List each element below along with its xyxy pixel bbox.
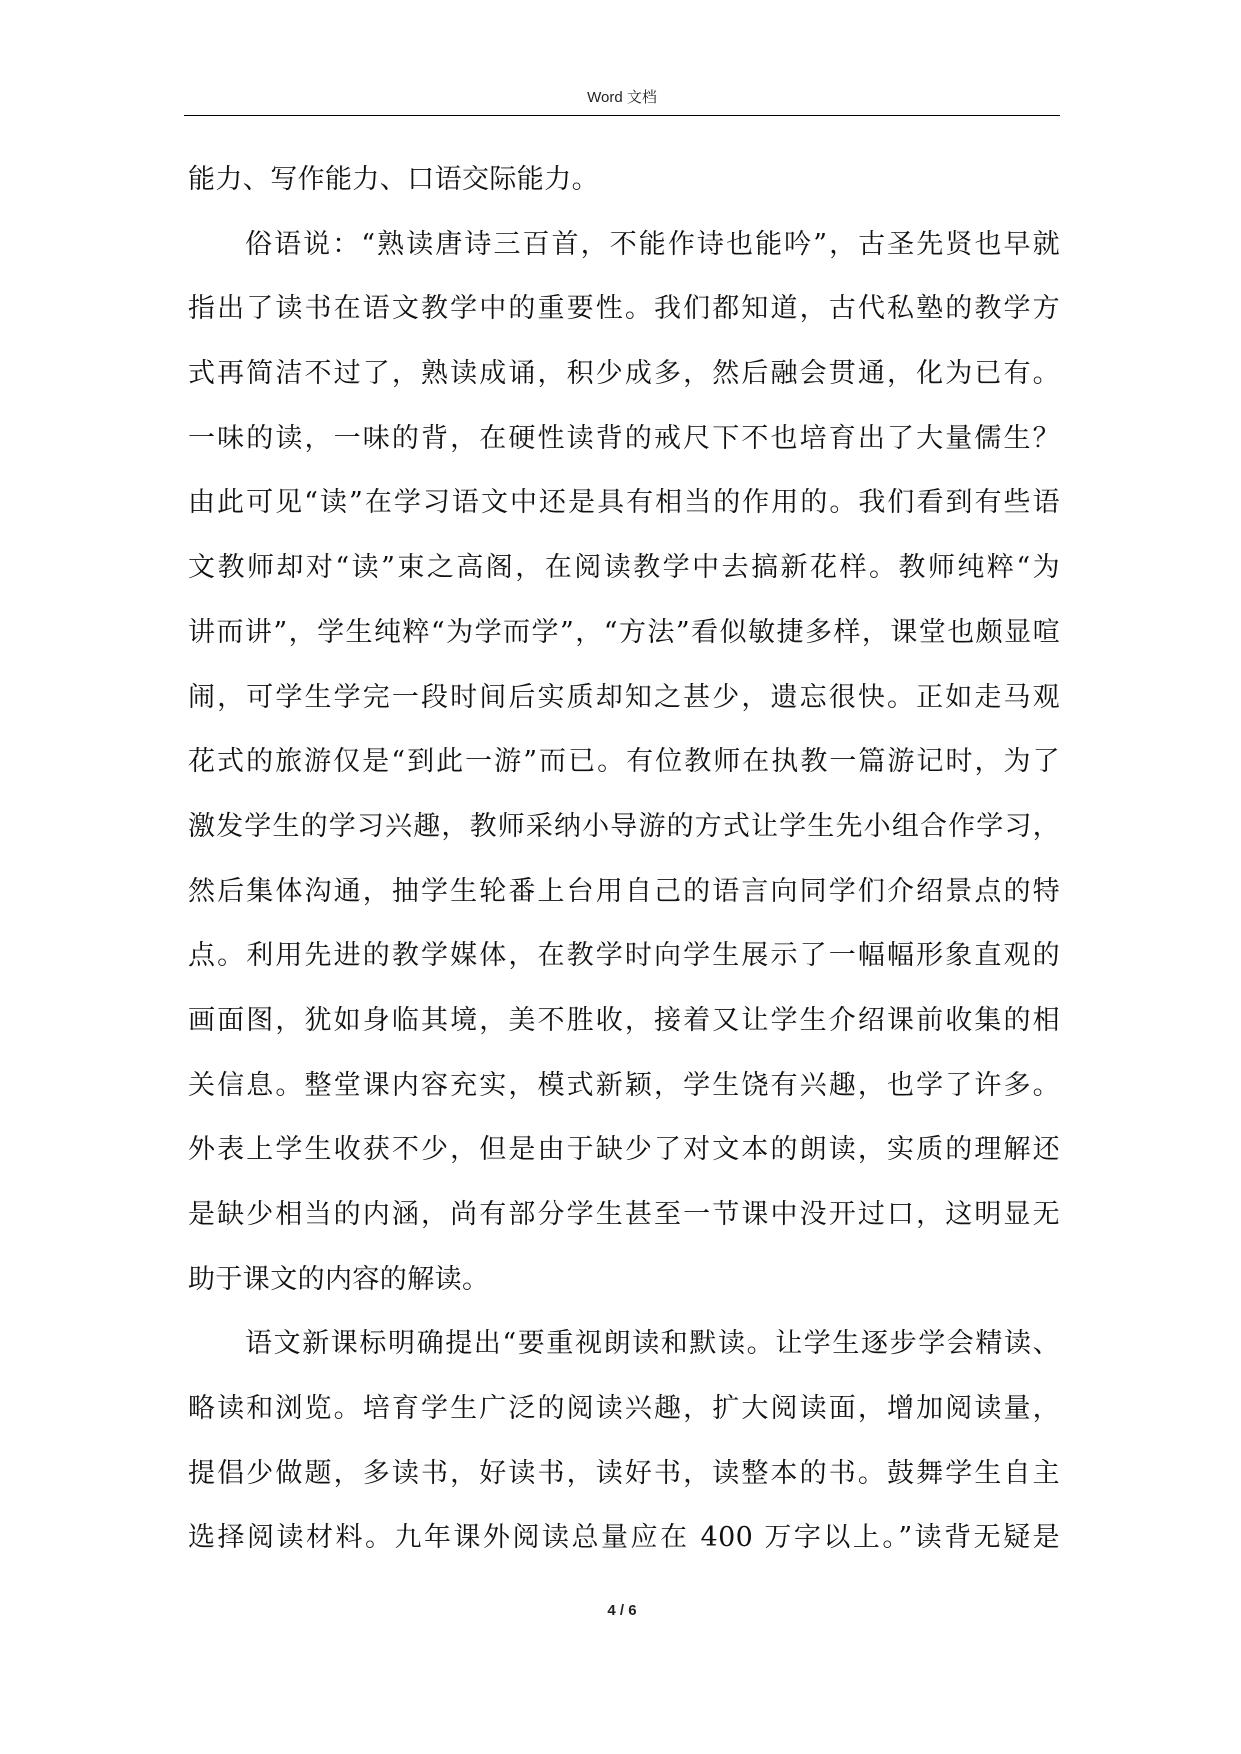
text-line: 提倡少做题，多读书，好读书，读好书，读整本的书。鼓舞学生自主	[188, 1457, 1060, 1489]
text-line: 花式的旅游仅是“到此一游”而已。有位教师在执教一篇游记时，为了	[188, 746, 1060, 778]
text-line: 俗语说：“熟读唐诗三百首，不能作诗也能吟”，古圣先贤也早就	[245, 228, 1060, 260]
document-body	[188, 160, 1060, 1583]
text-line: 文教师却对“读”束之高阁，在阅读教学中去搞新花样。教师纯粹“为	[188, 552, 1060, 584]
text-line: 略读和浏览。培育学生广泛的阅读兴趣，扩大阅读面，增加阅读量，	[188, 1393, 1060, 1425]
text-line: 关信息。整堂课内容充实，模式新颖，学生饶有兴趣，也学了许多。	[188, 1069, 1060, 1101]
text-line: 然后集体沟通，抽学生轮番上台用自己的语言向同学们介绍景点的特	[188, 875, 1060, 907]
header-divider	[184, 115, 1060, 116]
text-line: 闹，可学生学完一段时间后实质却知之甚少，遗忘很快。正如走马观	[188, 681, 1060, 713]
text-line: 画面图，犹如身临其境，美不胜收，接着又让学生介绍课前收集的相	[188, 1004, 1060, 1036]
text-line: 外表上学生收获不少，但是由于缺少了对文本的朗读，实质的理解还	[188, 1134, 1060, 1166]
text-line: 语文新课标明确提出“要重视朗读和默读。让学生逐步学会精读、	[245, 1328, 1060, 1360]
text-line: 一味的读，一味的背，在硬性读背的戒尺下不也培育出了大量儒生？	[188, 422, 1060, 454]
text-line: 是缺少相当的内涵，尚有部分学生甚至一节课中没开过口，这明显无	[188, 1199, 1060, 1230]
text-line: 激发学生的学习兴趣，教师采纳小导游的方式让学生先小组合作学习，	[188, 810, 1060, 842]
text-line: 助于课文的内容的解读。	[188, 1263, 490, 1295]
text-line: 指出了读书在语文教学中的重要性。我们都知道，古代私塾的教学方	[188, 293, 1060, 325]
page-header-title: Word 文档	[587, 89, 657, 106]
text-line: 式再简洁不过了，熟读成诵，积少成多，然后融会贯通，化为已有。	[188, 358, 1060, 390]
text-line: 选择阅读材料。九年课外阅读总量应在 400 万字以上。”读背无疑是	[188, 1522, 1060, 1554]
text-line: 讲而讲”，学生纯粹“为学而学”，“方法”看似敏捷多样，课堂也颇显喧	[188, 616, 1060, 648]
text-line: 能力、写作能力、口语交际能力。	[188, 164, 599, 195]
text-line: 由此可见“读”在学习语文中还是具有相当的作用的。我们看到有些语	[188, 487, 1060, 519]
page-number: 4 / 6	[607, 1602, 637, 1619]
text-line: 点。利用先进的教学媒体，在教学时向学生展示了一幅幅形象直观的	[188, 940, 1060, 972]
